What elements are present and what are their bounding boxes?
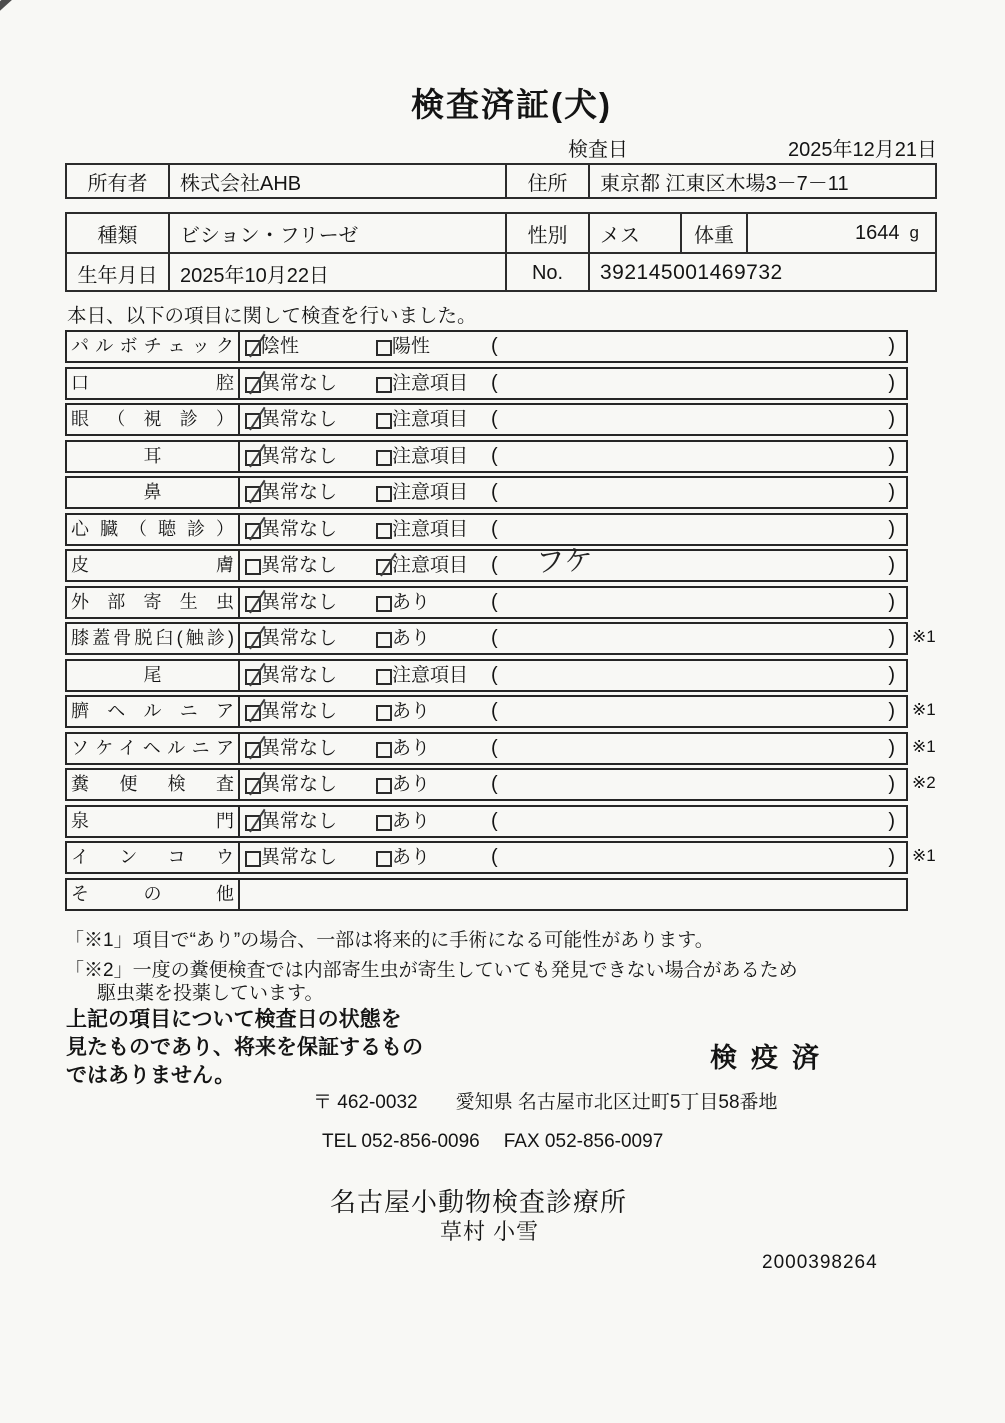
checkbox-present <box>376 596 392 612</box>
open-paren: ( <box>491 663 498 686</box>
clinic-fax: FAX 052-856-0097 <box>503 1131 664 1152</box>
checkbox-normal <box>245 778 261 794</box>
checklist-row-tail <box>65 659 908 692</box>
close-paren: ) <box>888 517 895 540</box>
row-note: ※2 <box>912 773 936 792</box>
item-label: 眼（視診） <box>67 405 240 434</box>
option2-label: あり <box>392 628 431 649</box>
checkbox-present <box>376 742 392 758</box>
item-label: パルボチェック <box>67 332 240 361</box>
close-paren: ) <box>888 335 895 357</box>
item-label: 耳 <box>67 442 240 471</box>
open-paren: ( <box>491 809 498 832</box>
row-content <box>240 697 906 726</box>
open-paren: ( <box>491 700 498 722</box>
checkbox-caution <box>376 450 392 466</box>
checklist-row-mouth <box>65 367 908 400</box>
checklist-row-nose <box>65 476 908 509</box>
option2-label: 注意項目 <box>392 409 469 430</box>
no-label: No. <box>507 254 590 292</box>
serial-number: 2000398264 <box>762 1252 878 1273</box>
clinic-contact-line <box>322 1131 663 1153</box>
row-content <box>240 369 906 398</box>
checkbox-normal <box>245 632 261 648</box>
item-label: 鼻 <box>67 478 240 507</box>
option1-label: 異常なし <box>261 372 338 394</box>
checkbox-present <box>376 705 392 721</box>
item-label: 泉門 <box>67 807 240 836</box>
option1-label: 異常なし <box>261 774 338 795</box>
checkbox-caution <box>376 523 392 539</box>
row-content <box>240 332 906 361</box>
open-paren: ( <box>491 627 498 649</box>
checkbox-present <box>376 778 392 794</box>
intro-text: 本日、以下の項目に関して検査を行いました。 <box>67 305 477 327</box>
close-paren: ) <box>888 371 895 394</box>
animal-table <box>65 212 937 292</box>
checklist-table <box>65 330 936 914</box>
option1-label: 異常なし <box>261 701 338 722</box>
row-content <box>240 624 906 653</box>
option1-label: 異常なし <box>261 482 338 503</box>
checkbox-normal <box>245 669 261 685</box>
option2-label: 陽性 <box>392 336 431 357</box>
disclaimer-text <box>66 1006 423 1090</box>
option1-label: 異常なし <box>261 518 338 540</box>
row-content <box>240 661 906 690</box>
row-note: ※1 <box>912 846 936 865</box>
option1-label: 異常なし <box>261 847 338 868</box>
option2-label: 注意項目 <box>392 482 469 503</box>
sex-label: 性別 <box>507 214 590 252</box>
weight-label: 体重 <box>682 214 748 252</box>
row-note: ※1 <box>912 736 936 756</box>
clinic-address: 愛知県 名古屋市北区辻町5丁目58番地 <box>455 1092 778 1113</box>
open-paren: ( <box>491 846 498 868</box>
footnote-2-line2: 駆虫薬を投薬しています。 <box>97 983 324 1004</box>
owner-value: 株式会社AHB <box>170 165 507 197</box>
checklist-row-external-parasites <box>65 586 908 619</box>
close-paren: ) <box>888 700 895 722</box>
open-paren: ( <box>491 773 498 795</box>
close-paren: ) <box>888 554 895 576</box>
checkbox-caution <box>376 559 392 575</box>
weight-unit: g <box>909 223 919 242</box>
checkbox-normal <box>245 815 261 831</box>
checklist-row-skin <box>65 542 908 582</box>
item-label: 膝蓋骨脱臼(触診) <box>67 624 240 653</box>
sex-value: メス <box>590 214 682 252</box>
open-paren: ( <box>491 554 498 576</box>
option1-label: 異常なし <box>261 737 338 759</box>
row-content <box>240 734 906 763</box>
item-label: 外部寄生虫 <box>67 588 240 617</box>
owner-label: 所有者 <box>67 165 170 197</box>
option1-label: 異常なし <box>261 409 338 430</box>
checkbox-normal <box>245 523 261 539</box>
option1-label: 異常なし <box>261 628 338 649</box>
checkbox-normal <box>245 596 261 612</box>
open-paren: ( <box>491 590 498 613</box>
option1-label: 陰性 <box>261 336 300 357</box>
row-content <box>240 478 906 507</box>
no-value: 392145001469732 <box>600 261 783 284</box>
item-label: 心臓（聴診） <box>67 515 240 544</box>
row-content <box>240 588 906 617</box>
item-label: インコウ <box>67 843 240 872</box>
checklist-row-other <box>65 878 908 911</box>
close-paren: ) <box>888 481 895 503</box>
row-note: ※1 <box>912 700 936 719</box>
checkbox-caution <box>376 486 392 502</box>
checkbox-present <box>376 851 392 867</box>
option2-label: あり <box>392 810 431 832</box>
inspection-date-value: 2025年12月21日 <box>788 139 937 161</box>
close-paren: ) <box>888 736 895 759</box>
owner-table <box>65 163 937 199</box>
quarantine-stamp: 検疫済 <box>710 1043 833 1073</box>
row-content <box>240 807 906 836</box>
close-paren: ) <box>888 590 895 613</box>
item-label: 臍ヘルニア <box>67 697 240 726</box>
checklist-row-inkou <box>65 841 936 874</box>
checklist-row-parvo <box>65 330 908 363</box>
row-content <box>240 405 906 434</box>
item-label: 尾 <box>67 661 240 690</box>
open-paren: ( <box>491 444 498 467</box>
breed-value: ビション・フリーゼ <box>170 214 507 252</box>
open-paren: ( <box>491 371 498 394</box>
option2-label: あり <box>392 737 431 759</box>
birthdate-label: 生年月日 <box>67 254 170 292</box>
option2-label: 注意項目 <box>392 555 469 576</box>
address-label: 住所 <box>507 165 590 197</box>
close-paren: ) <box>888 773 895 795</box>
footnote-1: 「※1」項目で“あり”の場合、一部は将来的に手術になる可能性があります。 <box>65 930 714 951</box>
row-content <box>240 542 906 580</box>
option1-label: 異常なし <box>261 664 338 686</box>
checkbox-present <box>376 632 392 648</box>
row-note: ※1 <box>912 627 936 646</box>
checkbox-normal <box>245 450 261 466</box>
address-value: 東京都 江東区木場3－7－11 <box>600 172 849 195</box>
page-title: 検査済証(犬) <box>411 86 612 123</box>
clinic-address-line <box>313 1087 778 1114</box>
checkbox-positive <box>376 340 392 356</box>
item-label: 口腔 <box>67 369 240 398</box>
close-paren: ) <box>888 408 895 430</box>
item-label: ソケイヘルニア <box>67 734 240 763</box>
row-content <box>240 843 906 872</box>
open-paren: ( <box>491 517 498 540</box>
row-content <box>240 515 906 544</box>
disclaimer-line3: ではありません。 <box>66 1064 236 1087</box>
row-content-empty <box>240 880 906 909</box>
close-paren: ) <box>888 444 895 467</box>
checkbox-caution <box>376 413 392 429</box>
option2-label: あり <box>392 591 431 613</box>
option1-label: 異常なし <box>261 591 338 613</box>
checklist-row-eyes <box>65 403 908 436</box>
close-paren: ) <box>888 663 895 686</box>
option2-label: 注意項目 <box>392 664 469 686</box>
open-paren: ( <box>491 335 498 357</box>
checklist-row-fecal-exam <box>65 768 936 801</box>
checkbox-caution <box>376 377 392 393</box>
checkbox-present <box>376 815 392 831</box>
close-paren: ) <box>888 846 895 868</box>
row-content <box>240 770 906 799</box>
handwritten-note: フケ <box>535 542 594 580</box>
checklist-row-heart <box>65 513 908 546</box>
checklist-row-ears <box>65 440 908 473</box>
option2-label: あり <box>392 847 431 868</box>
option1-label: 異常なし <box>261 555 338 576</box>
checklist-row-fontanelle <box>65 805 908 838</box>
footnote-2-line1: 「※2」一度の糞便検査では内部寄生虫が寄生していても発見できない場合があるため <box>65 960 798 981</box>
weight-value-cell <box>748 214 935 252</box>
open-paren: ( <box>491 481 498 503</box>
option1-label: 異常なし <box>261 445 338 467</box>
checkbox-normal <box>245 851 261 867</box>
checkbox-caution <box>376 669 392 685</box>
clinic-tel: TEL 052-856-0096 <box>322 1131 480 1152</box>
weight-value: 1644 <box>855 221 900 244</box>
option1-label: 異常なし <box>261 810 338 832</box>
disclaimer-line2: 見たものであり、将来を保証するもの <box>66 1036 423 1059</box>
item-label: 皮膚 <box>67 551 240 580</box>
item-label: 糞便検査 <box>67 770 240 799</box>
examiner-name: 草村 小雪 <box>440 1219 540 1244</box>
birthdate-value: 2025年10月22日 <box>170 254 507 292</box>
checklist-row-inguinal-hernia <box>65 732 936 765</box>
option2-label: あり <box>392 774 431 795</box>
row-content <box>240 442 906 471</box>
checkbox-normal <box>245 413 261 429</box>
checkbox-normal <box>245 705 261 721</box>
option2-label: 注意項目 <box>392 372 469 394</box>
checklist-row-patella <box>65 622 936 655</box>
disclaimer-line1: 上記の項目について検査日の状態を <box>66 1008 402 1031</box>
inspection-date-label: 検査日 <box>568 139 628 161</box>
checkbox-normal <box>245 486 261 502</box>
breed-label: 種類 <box>67 214 170 252</box>
open-paren: ( <box>491 736 498 759</box>
open-paren: ( <box>491 408 498 430</box>
checklist-row-umbilical-hernia <box>65 695 936 728</box>
option2-label: 注意項目 <box>392 518 469 540</box>
option2-label: あり <box>392 701 431 722</box>
checkbox-negative <box>245 340 261 356</box>
clinic-name: 名古屋小動物検査診療所 <box>330 1187 628 1217</box>
item-label: その他 <box>67 880 240 909</box>
postal-code: 〒 462-0032 <box>313 1092 418 1113</box>
checkbox-normal <box>245 559 261 575</box>
checkbox-normal <box>245 742 261 758</box>
option2-label: 注意項目 <box>392 445 469 467</box>
close-paren: ) <box>888 809 895 832</box>
close-paren: ) <box>888 627 895 649</box>
checkbox-normal <box>245 377 261 393</box>
scan-artifact-mark <box>0 0 16 11</box>
